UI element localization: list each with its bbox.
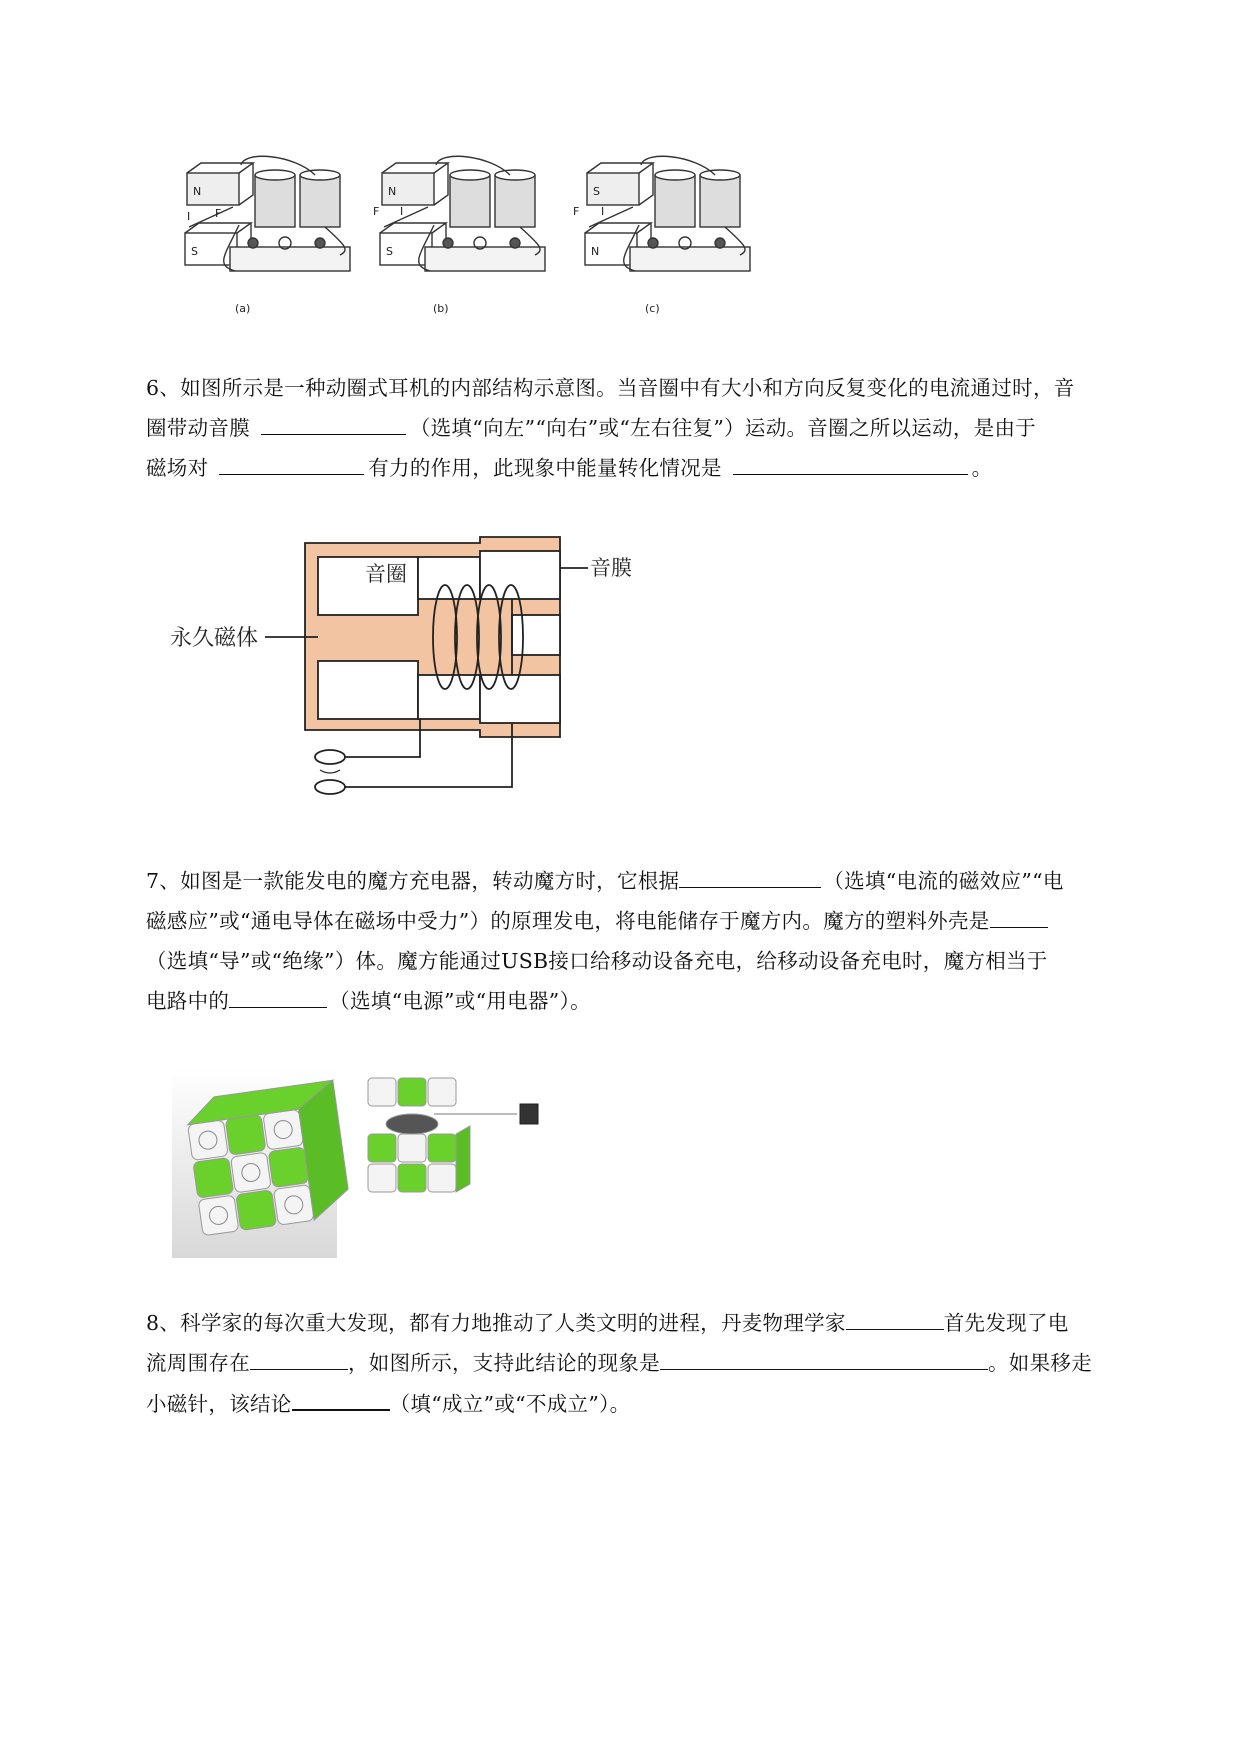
q7-blank-3[interactable] [229,981,327,1008]
circuit-c-force: F [573,205,580,218]
headphone-figure [170,525,650,800]
circuit-a-magnet-bottom: S [191,245,198,258]
circuit-figure [175,155,825,330]
circuit-c-current: I [601,205,605,218]
q8-line-3: 小磁针，该结论 （填“成立”或“不成立”）。 [146,1383,1146,1424]
circuit-b-magnet-top: N [388,185,397,198]
q8-blank-1[interactable] [846,1303,944,1330]
circuit-a [185,156,350,271]
label-voice-coil: 音圈 [365,562,407,586]
q6-line-2: 圈带动音膜 （选填“向左”“向右”或“左右往复”）运动。音圈之所以运动，是由于 [146,408,1146,448]
cube-right-exploded [368,1078,538,1192]
circuit-a-current: I [187,210,191,223]
cube-charger-figure [172,1068,557,1258]
q8-blank-4[interactable] [292,1383,390,1411]
circuit-b-magnet-bottom: S [386,245,393,258]
circuit-c-magnet-top: S [593,185,600,198]
circuit-a-label: (a) [235,302,251,315]
q6-line-1: 6、如图所示是一种动圈式耳机的内部结构示意图。当音圈中有大小和方向反复变化的电流通过时，音 [146,376,1075,400]
q7-line-4: 电路中的 （选填“电源”或“用电器”）。 [146,981,1146,1021]
q6-line-3: 磁场对 有力的作用，此现象中能量转化情况是 。 [146,448,1146,488]
label-permanent-magnet: 永久磁体 [170,626,259,651]
q7-line-3: （选填“导”或“绝缘”）体。魔方能通过USB接口给移动设备充电，给移动设备充电时，魔方相当于 [146,949,1048,973]
circuit-c-label: (c) [645,302,660,315]
question-6 [146,368,1146,488]
q6-blank-2[interactable] [219,448,364,475]
q7-line-1: 7、如图是一款能发电的魔方充电器，转动魔方时，它根据 （选填“电流的磁效应”“电 [146,861,1146,901]
q8-line-1: 8、科学家的每次重大发现，都有力地推动了人类文明的进程，丹麦物理学家 首先发现了电 [146,1303,1146,1343]
q7-line-2: 磁感应”或“通电导体在磁场中受力”）的原理发电，将电能储存于魔方内。魔方的塑料外壳是 [146,901,1146,941]
q8-blank-3[interactable] [660,1343,988,1370]
q7-blank-2[interactable] [990,901,1048,928]
question-7 [146,861,1146,1021]
label-diaphragm: 音膜 [590,556,632,580]
question-8 [146,1303,1146,1424]
circuit-b-current: I [400,205,404,218]
q7-blank-1[interactable] [679,861,821,888]
q8-blank-2[interactable] [250,1343,348,1370]
circuit-b-label: (b) [433,302,449,315]
q6-blank-1[interactable] [261,408,406,435]
circuit-c [585,156,750,271]
q6-blank-3[interactable] [733,448,968,475]
q8-line-2: 流周围存在 ，如图所示，支持此结论的现象是 。如果移走 [146,1343,1146,1383]
circuit-c-magnet-bottom: N [591,245,600,258]
circuit-a-force: F [215,207,222,220]
circuit-b [380,156,545,271]
circuit-a-magnet-top: N [193,185,202,198]
circuit-b-force: F [373,205,380,218]
